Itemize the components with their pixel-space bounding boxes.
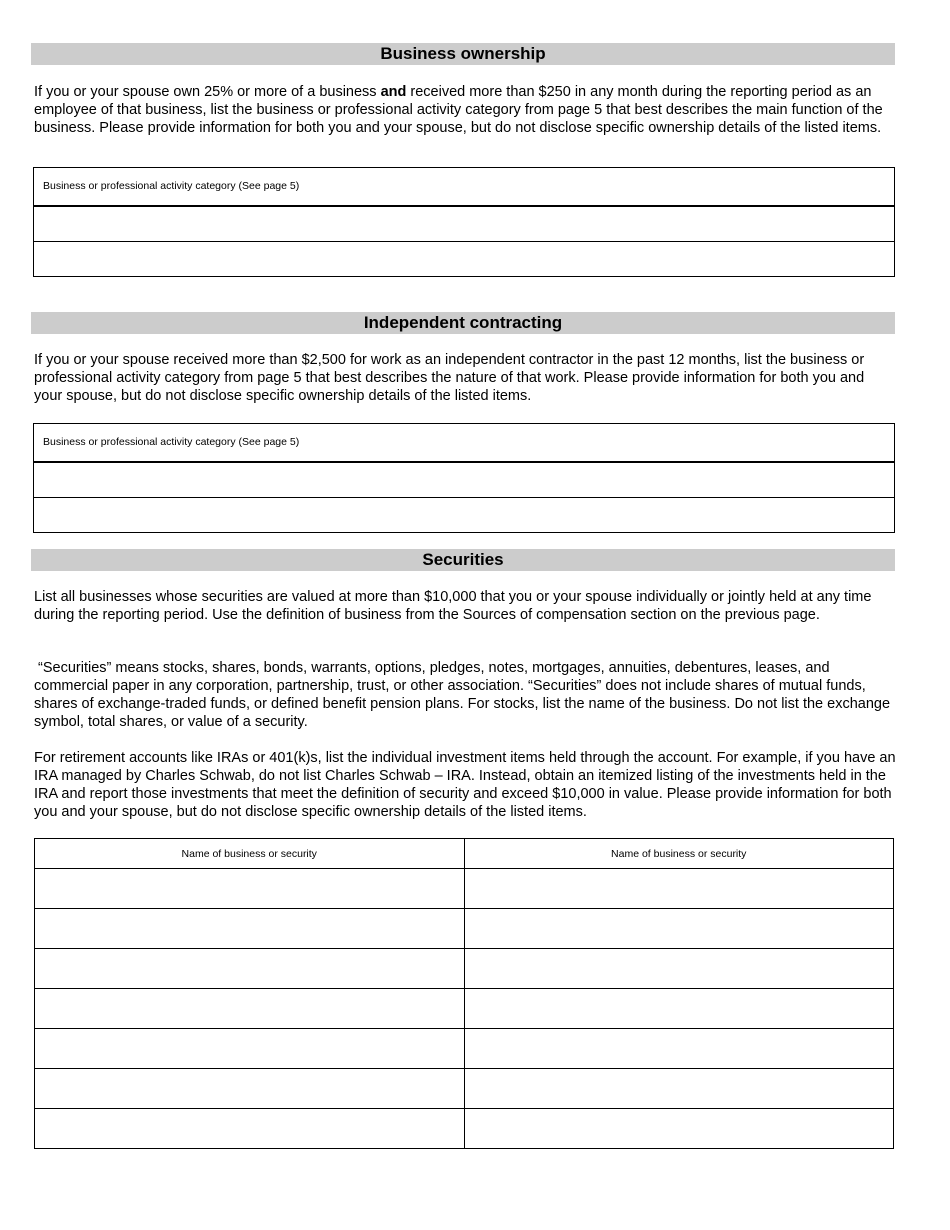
security-entry-field[interactable] [464, 989, 894, 1029]
security-entry-field[interactable] [464, 869, 894, 909]
securities-instructions-1: List all businesses whose securities are valued at more than $10,000 that you or your spouse individually or jointly held at any time during the reporting period. Use the definition of business from the Sources of compensation section on the previous page. [34, 589, 872, 623]
independent-contracting-heading: Independent contracting [31, 312, 895, 334]
table-row [35, 1069, 894, 1109]
security-entry-field[interactable] [35, 949, 465, 989]
security-entry-field[interactable] [464, 1069, 894, 1109]
security-entry-field[interactable] [35, 909, 465, 949]
security-entry-field[interactable] [464, 949, 894, 989]
security-entry-field[interactable] [35, 1029, 465, 1069]
table-row [35, 869, 894, 909]
independent-contracting-table [33, 423, 895, 533]
business-ownership-instructions: If you or your spouse own 25% or more of a business and received more than $250 in any month during the reporting period as an employee of that business, list the business or professional activity category from page 5 that best describes the main function of the business. Please provide information for both you and your spouse, but do not disclose specific ownership details of the listed items. [34, 84, 883, 136]
independent-contracting-entry-field[interactable] [34, 497, 894, 532]
independent-contracting-instructions: If you or your spouse received more than $2,500 for work as an independent contractor in the past 12 months, list the business or professional activity category from page 5 that best describes the nature of that work. Please provide information for both you and your spouse, but do not disclose specific ownership details of the listed items. [34, 352, 865, 404]
securities-column-header-right: Name of business or security [464, 839, 894, 869]
table-row [35, 909, 894, 949]
table-row [35, 989, 894, 1029]
security-entry-field[interactable] [35, 869, 465, 909]
security-entry-field[interactable] [35, 1109, 465, 1149]
securities-heading: Securities [31, 549, 895, 571]
independent-contracting-entry-field[interactable] [34, 463, 894, 497]
securities-instructions-3: For retirement accounts like IRAs or 401(k)s, list the individual investment items held through the account. For example, if you have an IRA managed by Charles Schwab, do not list Charles Schwab – IRA. Instead, obtain an itemized listing of the investments held in the IRA and report those investments that meet the definition of security and exceed $10,000 in value. Please provide information for both you and your spouse, but do not disclose specific ownership details of the listed items. [34, 750, 896, 820]
business-ownership-heading: Business ownership [31, 43, 895, 65]
business-ownership-table [33, 167, 895, 277]
business-ownership-table-header: Business or professional activity category (See page 5) [34, 168, 894, 207]
security-entry-field[interactable] [464, 1029, 894, 1069]
securities-column-header-left: Name of business or security [35, 839, 465, 869]
business-ownership-entry-field[interactable] [34, 241, 894, 276]
security-entry-field[interactable] [464, 909, 894, 949]
table-row [35, 949, 894, 989]
security-entry-field[interactable] [464, 1109, 894, 1149]
table-row [35, 1109, 894, 1149]
table-row [35, 1029, 894, 1069]
independent-contracting-table-header: Business or professional activity category (See page 5) [34, 424, 894, 463]
security-entry-field[interactable] [35, 1069, 465, 1109]
business-ownership-entry-field[interactable] [34, 207, 894, 241]
securities-instructions-2: “Securities” means stocks, shares, bonds, warrants, options, pledges, notes, mortgages, annuities, debentures, leases, and commercial paper in any corporation, partnership, trust, or other association. “Securities” does not include shares of mutual funds, shares of exchange-traded funds, or defined benefit pension plans. For stocks, list the name of the business. Do not list the exchange symbol, total shares, or value of a security. [34, 660, 895, 730]
security-entry-field[interactable] [35, 989, 465, 1029]
securities-table [34, 838, 894, 1149]
